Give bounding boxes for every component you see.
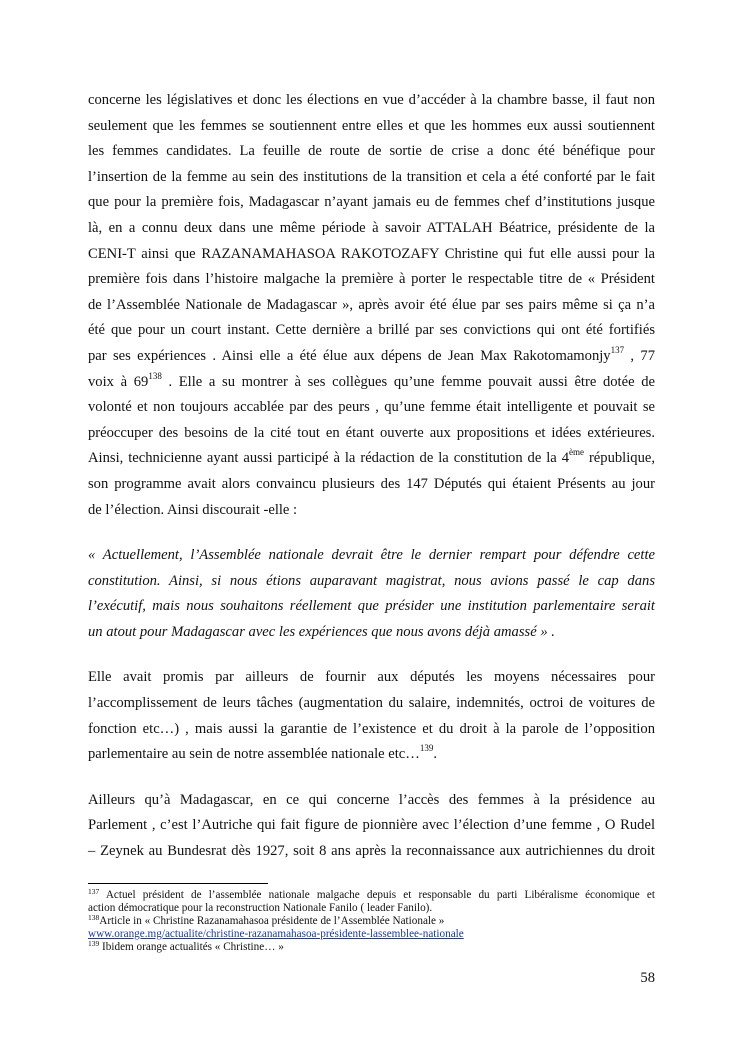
footnote-reference[interactable]: ème <box>569 447 585 458</box>
text-run: un atout pour Madagascar avec les expériences que nous avons déjà amassé » . <box>88 623 555 640</box>
text-line <box>88 839 655 865</box>
footnote-line <box>88 902 655 915</box>
text-run: été que pour un court instant. Cette dernière a brillé par ses convictions qui ont été fortifiés <box>88 322 655 339</box>
text-line <box>88 267 655 293</box>
footnote-text: action démocratique pour la reconstruction Nationale Fanilo ( leader Fanilo). <box>88 902 433 914</box>
page-number: 58 <box>640 970 655 986</box>
text-run: de l’élection. Ainsi discourait -elle : <box>88 501 298 518</box>
text-line <box>88 139 655 165</box>
text-line <box>88 543 655 569</box>
text-run: de l’Assemblée Nationale de Madagascar », après avoir été élue par ses pairs même si ça n’a <box>88 296 655 313</box>
footnote-separator <box>88 883 268 884</box>
text-line <box>88 594 655 620</box>
footnote-text: Ibidem orange actualités « Christine… » <box>102 941 284 953</box>
text-line <box>88 472 655 498</box>
footnote-line <box>88 915 655 928</box>
text-run: CENI-T ainsi que RAZANAMAHASOA RAKOTOZAFY Christine qui fut elle aussi pour la <box>88 245 655 262</box>
text-run: . <box>433 746 438 763</box>
text-line <box>88 88 655 114</box>
text-run: voix à 69 <box>88 373 149 390</box>
text-line <box>88 665 655 691</box>
text-line <box>88 813 655 839</box>
text-run: constitution. Ainsi, si nous étions auparavant magistrat, nous avions passé le cap dans <box>88 572 655 589</box>
footnote-number: 139 <box>88 939 100 948</box>
footnote-reference[interactable]: 137 <box>610 344 625 355</box>
text-line <box>88 165 655 191</box>
footnote-text: Article in « Christine Razanamahasoa présidente de l’Assemblée Nationale » <box>99 915 445 927</box>
text-run: fonction etc…) , mais aussi la garantie de l’existence et du droit à la parole de l’opposition <box>88 720 655 737</box>
text-line <box>88 421 655 447</box>
text-run: que pour la première fois, Madagascar n’ayant jamais eu de femmes chef d’institutions jusque <box>88 194 655 211</box>
paragraph <box>88 665 655 767</box>
footnote-137 <box>88 889 655 915</box>
footnote-number: 138 <box>88 913 100 922</box>
text-run: . Elle a su montrer à ses collègues qu’une femme pouvait aussi être dotée de <box>161 373 655 390</box>
text-line <box>88 318 655 344</box>
footnote-reference[interactable]: 138 <box>148 370 162 381</box>
text-line <box>88 620 655 646</box>
footnotes <box>88 889 655 954</box>
text-run: préoccuper des besoins de la cité tout en étant ouverte aux propositions et idées extérieures. <box>88 424 655 441</box>
text-run: son programme avait alors convaincu plusieurs des 147 Députés qui étaient Présents au jour <box>88 475 655 492</box>
text-run: concerne les législatives et donc les élections en vue d’accéder à la chambre basse, il faut non <box>88 92 655 108</box>
document-body <box>88 88 655 885</box>
footnote-139 <box>88 941 655 954</box>
text-line <box>88 446 655 472</box>
text-run: les femmes candidates. La feuille de route de sortie de crise a donc été bénéfique pour <box>88 143 655 160</box>
text-run: Elle avait promis par ailleurs de fournir aux députés les moyens nécessaires pour <box>88 669 655 686</box>
footnote-text: Actuel président de l’assemblée nationale malgache depuis et responsable du parti Libéralisme économique et <box>105 889 655 901</box>
text-line <box>88 788 655 814</box>
text-run: Ainsi, technicienne ayant aussi participé à la rédaction de la constitution de la 4 <box>88 450 570 467</box>
text-run: volonté et non toujours accablée par des peurs , qu’une femme était intelligente et pouvait se <box>88 399 655 416</box>
text-run: parlementaire au sein de notre assemblée nationale etc… <box>88 746 420 763</box>
text-run: là, en a connu deux dans une même période à savoir ATTALAH Béatrice, présidente de la <box>88 219 655 236</box>
text-run: république, <box>584 450 655 467</box>
text-line <box>88 569 655 595</box>
footnote-reference[interactable]: 139 <box>419 743 434 754</box>
text-run: Ailleurs qu’à Madagascar, en ce qui concerne l’accès des femmes à la présidence au <box>88 791 655 808</box>
text-line <box>88 216 655 242</box>
text-line <box>88 190 655 216</box>
footnote-line <box>88 941 655 954</box>
text-line <box>88 242 655 268</box>
text-line <box>88 114 655 140</box>
text-line <box>88 293 655 319</box>
text-run: Parlement , c’est l’Autriche qui fait figure de pionnière avec l’élection d’une femme , O Rudel <box>88 817 655 834</box>
footnote-number: 137 <box>88 887 100 896</box>
text-run: première fois dans l’histoire malgache la première à porter le respectable titre de « Président <box>88 271 655 288</box>
footnote-line <box>88 889 655 902</box>
text-run: seulement que les femmes se soutiennent entre elles et que les hommes eux aussi soutiennent <box>88 117 655 134</box>
text-line <box>88 742 655 768</box>
text-run: l’exécutif, mais nous souhaitons réellement que présider une institution parlementaire serait <box>88 598 655 615</box>
block-quote <box>88 543 655 645</box>
text-line <box>88 498 655 524</box>
text-run: – Zeynek au Bundesrat dès 1927, soit 8 ans après la reconnaissance aux autrichiennes du droit <box>88 843 655 860</box>
text-run: l’accomplissement de leurs tâches (augmentation du salaire, indemnités, octroi de voitures de <box>88 695 655 712</box>
text-line <box>88 691 655 717</box>
text-line <box>88 344 655 370</box>
footnote-138 <box>88 915 655 941</box>
text-run: , 77 <box>624 347 655 364</box>
paragraph <box>88 788 655 865</box>
paragraph <box>88 88 655 523</box>
text-run: l’insertion de la femme au sein des institutions de la transition et cela a été conforté par le fait <box>88 168 655 185</box>
text-line <box>88 717 655 743</box>
text-run: « Actuellement, l’Assemblée nationale devrait être le dernier rempart pour défendre cette <box>88 547 655 564</box>
text-run: par ses expériences . Ainsi elle a été élue aux dépens de Jean Max Rakotomamonjy <box>88 347 611 364</box>
footnote-link[interactable]: www.orange.mg/actualite/christine-razanamahasoa-présidente-lassemblee-nationale <box>88 928 464 940</box>
text-line <box>88 370 655 396</box>
text-line <box>88 395 655 421</box>
